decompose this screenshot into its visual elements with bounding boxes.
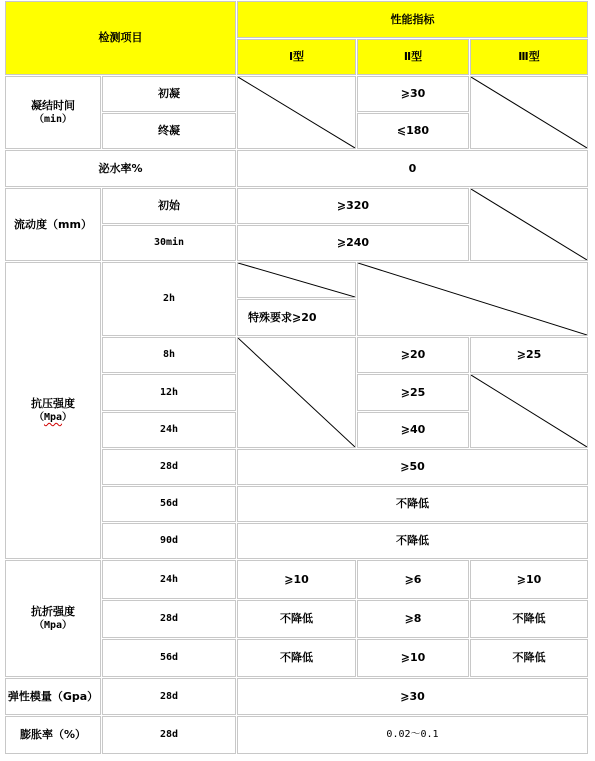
compressive-label: 抗压强度 （Mpa） xyxy=(5,262,101,559)
flexural-age-56d: 56d xyxy=(102,639,236,677)
compressive-2h-type1-empty xyxy=(237,262,356,298)
compressive-8h-type2: ⩾20 xyxy=(357,337,469,373)
elastic-label: 弹性模量（Gpa） xyxy=(5,678,101,715)
expansion-label: 膨胀率（%） xyxy=(5,716,101,754)
setting-initial-label: 初凝 xyxy=(102,76,236,112)
compressive-age-2h: 2h xyxy=(102,262,236,336)
compressive-age-8h: 8h xyxy=(102,337,236,373)
compressive-type1-empty xyxy=(237,337,356,448)
flexural-age-24h: 24h xyxy=(102,560,236,599)
compressive-28d-value: ⩾50 xyxy=(237,449,588,485)
flexural-age-28d: 28d xyxy=(102,600,236,638)
flexural-28d-type1: 不降低 xyxy=(237,600,356,638)
compressive-age-24h: 24h xyxy=(102,412,236,448)
setting-initial-type2: ⩾30 xyxy=(357,76,469,112)
compressive-age-12h: 12h xyxy=(102,374,236,411)
flexural-24h-type1: ⩾10 xyxy=(237,560,356,599)
compressive-2h-special: 特殊要求⩾20 xyxy=(237,299,356,336)
setting-time-label: 凝结时间 （min） xyxy=(5,76,101,149)
flexural-label: 抗折强度 （Mpa） xyxy=(5,560,101,677)
compressive-type3-empty xyxy=(470,374,588,448)
flexural-56d-type2: ⩾10 xyxy=(357,639,469,677)
compressive-24h-type2: ⩾40 xyxy=(357,412,469,448)
expansion-value: 0.02～0.1 xyxy=(237,716,588,754)
fluidity-initial-value: ⩾320 xyxy=(237,188,469,224)
compressive-12h-type2: ⩾25 xyxy=(357,374,469,411)
header-performance: 性能指标 xyxy=(237,1,588,38)
compressive-56d-value: 不降低 xyxy=(237,486,588,522)
setting-final-label: 终凝 xyxy=(102,113,236,149)
elastic-age: 28d xyxy=(102,678,236,715)
flexural-28d-type2: ⩾8 xyxy=(357,600,469,638)
compressive-age-90d: 90d xyxy=(102,523,236,559)
header-type-3: Ⅲ型 xyxy=(470,39,588,75)
flexural-28d-type3: 不降低 xyxy=(470,600,588,638)
setting-type3-empty xyxy=(470,76,588,149)
flexural-24h-type2: ⩾6 xyxy=(357,560,469,599)
fluidity-30min-value: ⩾240 xyxy=(237,225,469,261)
flexural-56d-type1: 不降低 xyxy=(237,639,356,677)
bleeding-value: 0 xyxy=(237,150,588,187)
fluidity-label: 流动度（mm） xyxy=(5,188,101,261)
header-type-2: Ⅱ型 xyxy=(357,39,469,75)
header-type-1: Ⅰ型 xyxy=(237,39,356,75)
setting-type1-empty xyxy=(237,76,356,149)
fluidity-initial-label: 初始 xyxy=(102,188,236,224)
compressive-90d-value: 不降低 xyxy=(237,523,588,559)
bleeding-label: 泌水率% xyxy=(5,150,236,187)
compressive-age-56d: 56d xyxy=(102,486,236,522)
elastic-value: ⩾30 xyxy=(237,678,588,715)
fluidity-type3-empty xyxy=(470,188,588,261)
header-item: 检测项目 xyxy=(5,1,236,75)
flexural-24h-type3: ⩾10 xyxy=(470,560,588,599)
flexural-56d-type3: 不降低 xyxy=(470,639,588,677)
compressive-8h-type3: ⩾25 xyxy=(470,337,588,373)
compressive-2h-type23-empty xyxy=(357,262,588,336)
fluidity-30min-label: 30min xyxy=(102,225,236,261)
setting-final-type2: ⩽180 xyxy=(357,113,469,149)
compressive-age-28d: 28d xyxy=(102,449,236,485)
expansion-age: 28d xyxy=(102,716,236,754)
